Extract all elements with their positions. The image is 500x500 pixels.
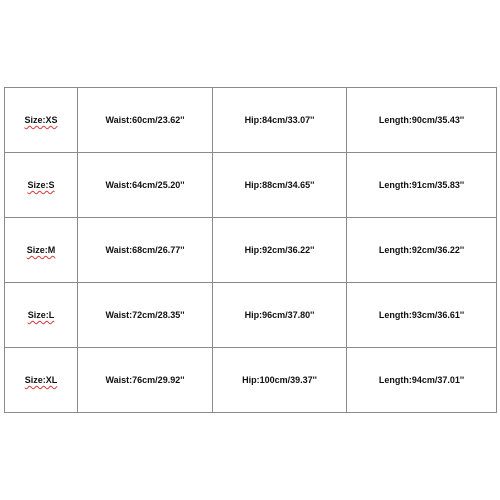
size-cell	[5, 153, 78, 218]
length-cell: Length:94cm/37.01''	[347, 348, 497, 413]
size-cell	[5, 283, 78, 348]
size-chart-table	[4, 87, 497, 413]
size-label: Size:M	[26, 245, 56, 255]
size-label: Size:S	[27, 180, 55, 190]
hip-cell: Hip:92cm/36.22''	[213, 218, 347, 283]
hip-cell: Hip:84cm/33.07''	[213, 88, 347, 153]
hip-cell: Hip:96cm/37.80''	[213, 283, 347, 348]
size-cell	[5, 218, 78, 283]
table-row	[5, 348, 497, 413]
size-label: Size:XL	[24, 375, 58, 385]
length-cell: Length:92cm/36.22''	[347, 218, 497, 283]
size-cell	[5, 348, 78, 413]
hip-cell: Hip:88cm/34.65''	[213, 153, 347, 218]
table-row	[5, 88, 497, 153]
size-label: Size:XS	[24, 115, 58, 125]
table-row	[5, 153, 497, 218]
waist-cell: Waist:76cm/29.92''	[78, 348, 213, 413]
waist-cell: Waist:72cm/28.35''	[78, 283, 213, 348]
table-row	[5, 283, 497, 348]
hip-cell: Hip:100cm/39.37''	[213, 348, 347, 413]
size-cell	[5, 88, 78, 153]
table-row	[5, 218, 497, 283]
length-cell: Length:90cm/35.43''	[347, 88, 497, 153]
length-cell: Length:93cm/36.61''	[347, 283, 497, 348]
waist-cell: Waist:60cm/23.62''	[78, 88, 213, 153]
waist-cell: Waist:68cm/26.77''	[78, 218, 213, 283]
waist-cell: Waist:64cm/25.20''	[78, 153, 213, 218]
size-label: Size:L	[27, 310, 55, 320]
length-cell: Length:91cm/35.83''	[347, 153, 497, 218]
